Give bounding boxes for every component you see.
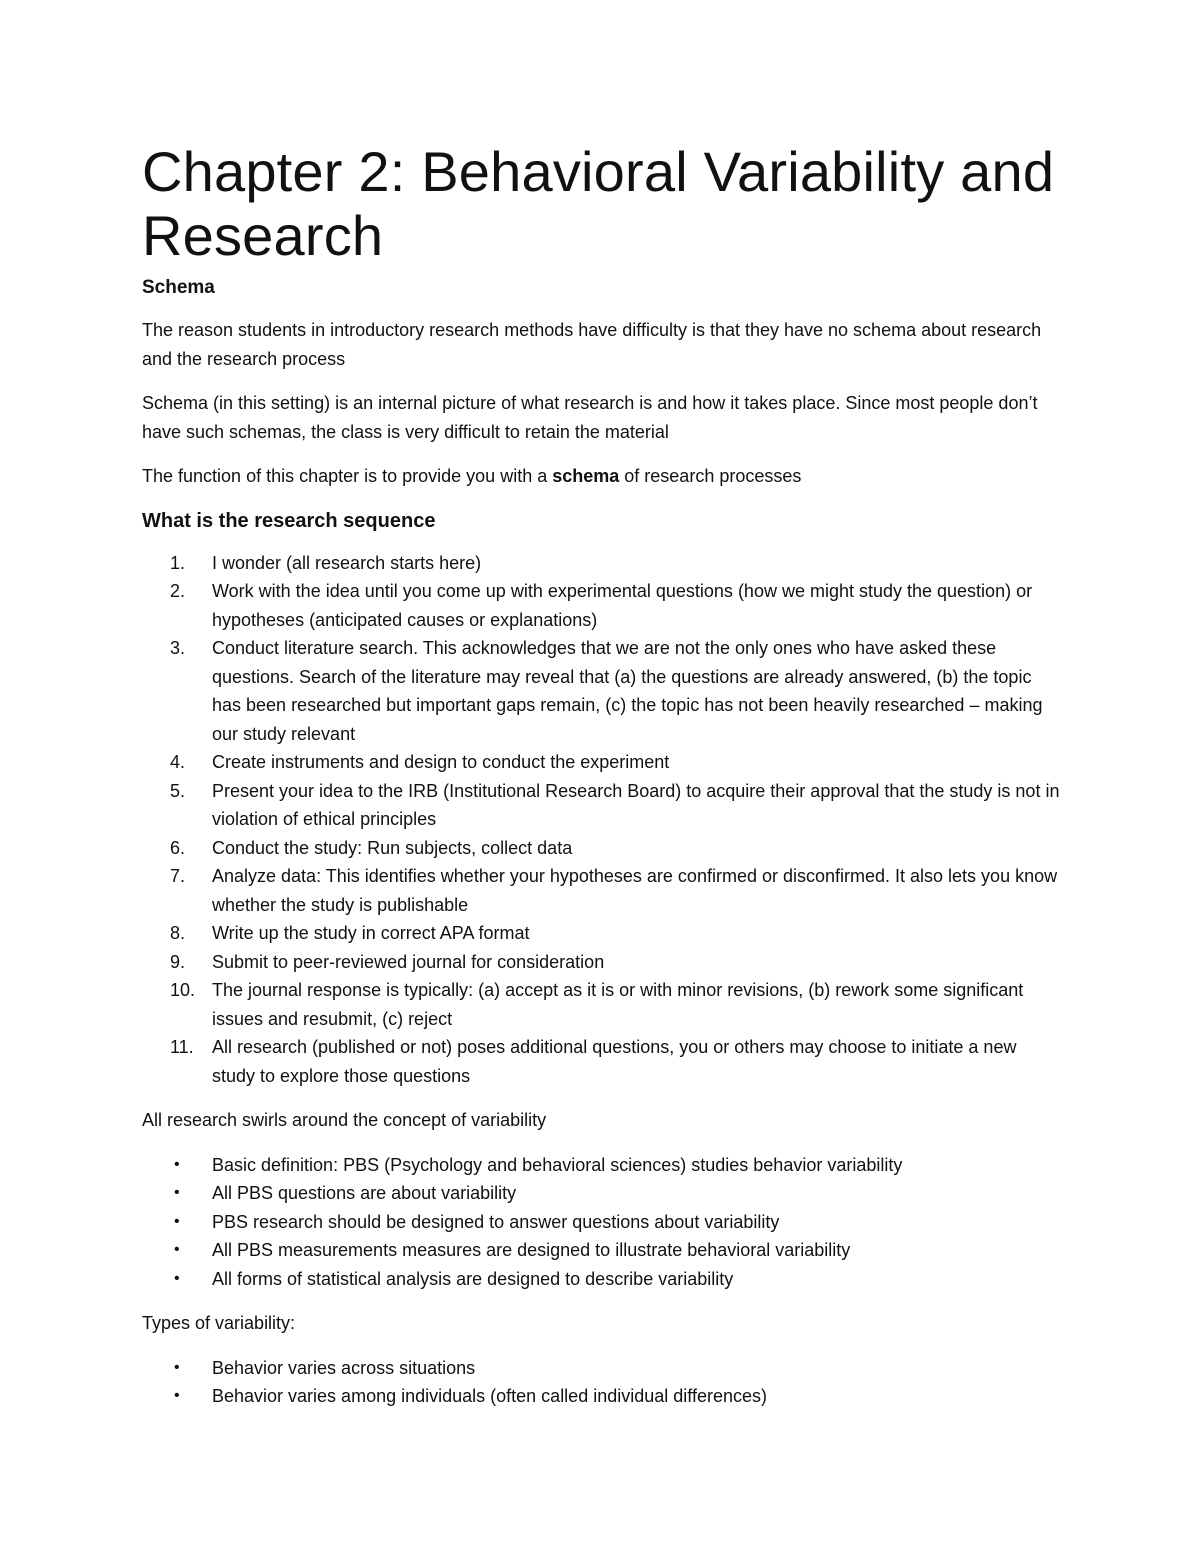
- bullet-icon: •: [174, 1155, 180, 1173]
- list-item-text: The journal response is typically: (a) accept as it is or with minor revisions, (b) rework some significant issues and resubmit, (c) reject: [212, 980, 1024, 1029]
- list-item: [142, 577, 1062, 634]
- list-item: [142, 834, 1062, 863]
- list-item-number: 1.: [170, 552, 186, 573]
- bullet-icon: •: [174, 1241, 180, 1258]
- bullet-icon: •: [174, 1212, 180, 1230]
- list-item-text: Behavior varies across situations: [212, 1357, 476, 1378]
- list-item-text: Write up the study in correct APA format: [212, 923, 530, 943]
- paragraph-chapter-function-start: The function of this chapter is to provide you with a: [142, 466, 553, 486]
- types-intro: Types of variability:: [142, 1313, 296, 1333]
- list-item: [142, 777, 1062, 834]
- list-item-text: I wonder (all research starts here): [212, 552, 482, 573]
- research-sequence-list: [142, 549, 1062, 1091]
- bullet-icon: •: [174, 1269, 180, 1287]
- paragraph-chapter-function: [142, 462, 1062, 491]
- list-item-text: All PBS questions are about variability: [212, 1183, 517, 1203]
- list-item: [142, 1179, 1062, 1208]
- list-item-number: 11.: [170, 1037, 194, 1057]
- list-item-text: Submit to peer-reviewed journal for consideration: [212, 951, 605, 972]
- list-item-text: All forms of statistical analysis are designed to describe variability: [212, 1268, 734, 1289]
- list-item-text: All research (published or not) poses additional questions, you or others may choose to initiate a new study to explore those questions: [212, 1037, 1017, 1086]
- list-item: [142, 1265, 1062, 1294]
- list-item-number: 7.: [170, 866, 186, 886]
- list-item-text: Present your idea to the IRB (Institutional Research Board) to acquire their approval that the study is not in violation of ethical principles: [212, 780, 1060, 829]
- document-page: [142, 140, 1062, 1427]
- list-item-number: 3.: [170, 638, 186, 658]
- paragraph-chapter-function-bold: schema: [552, 466, 620, 486]
- list-item-number: 10.: [170, 980, 196, 1000]
- list-item-text: PBS research should be designed to answer questions about variability: [212, 1211, 780, 1232]
- list-item-text: Behavior varies among individuals (often called individual differences): [212, 1386, 767, 1406]
- list-item-number: 2.: [170, 581, 186, 601]
- list-item: [142, 948, 1062, 977]
- list-item: [142, 1208, 1062, 1237]
- variability-intro: All research swirls around the concept of variability: [142, 1110, 547, 1130]
- list-item-text: Work with the idea until you come up with experimental questions (how we might study the question) or hypotheses (anticipated causes or explanations): [212, 581, 1033, 630]
- research-sequence-heading: What is the research sequence: [142, 509, 436, 532]
- schema-label: Schema: [142, 277, 215, 298]
- list-item-number: 6.: [170, 837, 186, 858]
- list-item-text: All PBS measurements measures are designed to illustrate behavioral variability: [212, 1240, 851, 1260]
- list-item-text: Basic definition: PBS (Psychology and behavioral sciences) studies behavior variability: [212, 1154, 903, 1175]
- list-item: [142, 634, 1062, 748]
- paragraph-chapter-function-end: of research processes: [619, 466, 802, 486]
- list-item: [142, 919, 1062, 948]
- bullet-icon: •: [174, 1358, 180, 1376]
- list-item: [142, 1382, 1062, 1411]
- list-item-number: 9.: [170, 951, 186, 972]
- list-item: [142, 1354, 1062, 1383]
- list-item: [142, 748, 1062, 777]
- list-item-number: 4.: [170, 752, 186, 772]
- list-item: [142, 862, 1062, 919]
- list-item: [142, 549, 1062, 578]
- list-item: [142, 1151, 1062, 1180]
- bullet-icon: •: [174, 1184, 180, 1201]
- types-bullet-list: [142, 1354, 1062, 1411]
- document-title: Chapter 2: Behavioral Variability and Research: [142, 140, 1055, 267]
- list-item: [142, 1236, 1062, 1265]
- list-item-text: Analyze data: This identifies whether your hypotheses are confirmed or disconfirmed. It also lets you know whether the study is publishable: [212, 866, 1058, 915]
- paragraph-schema-definition: Schema (in this setting) is an internal picture of what research is and how it takes place. Since most people don’t have such schemas, the class is very difficult to retain the material: [142, 393, 1038, 442]
- variability-bullet-list: [142, 1151, 1062, 1294]
- bullet-icon: •: [174, 1387, 180, 1404]
- list-item-number: 8.: [170, 923, 186, 943]
- list-item-text: Conduct the study: Run subjects, collect data: [212, 837, 573, 858]
- list-item: [142, 1033, 1062, 1090]
- paragraph-schema-difficulty: The reason students in introductory research methods have difficulty is that they have no schema about research and the research process: [142, 320, 1042, 369]
- list-item-text: Conduct literature search. This acknowledges that we are not the only ones who have asked these questions. Search of the literature may reveal that (a) the questions are already answered, (b) the topic has been researched but important gaps remain, (c) the topic has not been heavily researched – making our study relevant: [212, 638, 1043, 744]
- list-item-number: 5.: [170, 780, 186, 801]
- list-item-text: Create instruments and design to conduct the experiment: [212, 752, 670, 772]
- list-item: [142, 976, 1062, 1033]
